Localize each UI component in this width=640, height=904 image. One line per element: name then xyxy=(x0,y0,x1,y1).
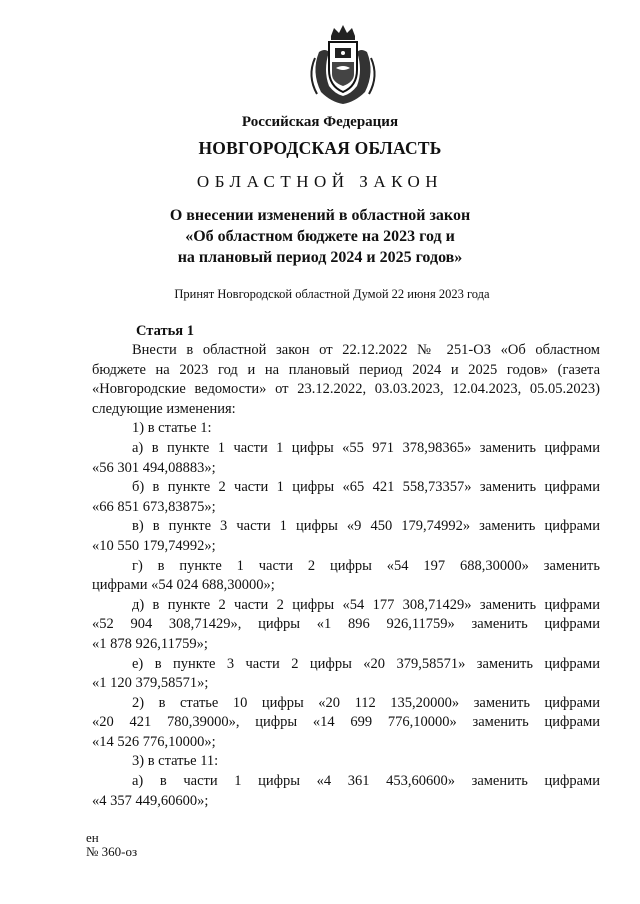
text-line: «Новгородские ведомости» от 23.12.2022, 03.03.2023, 12.04.2023, 05.05.2023) xyxy=(92,381,600,398)
adoption-note: Принят Новгородской областной Думой 22 июня 2023 года xyxy=(174,287,490,301)
text-line: а) в части 1 цифры «4 361 453,60600» заменить цифрами xyxy=(132,773,600,790)
law-title-line: на плановый период 2024 и 2025 годов» xyxy=(177,249,463,266)
text-line: бюджете на 2023 год и на плановый период 2024 и 2025 годов» (газета xyxy=(92,361,600,378)
law-title xyxy=(0,205,640,268)
text-line: а) в пункте 1 части 1 цифры «55 971 378,98365» заменить цифрами xyxy=(132,439,600,456)
text-line: «52 904 308,71429», цифры «1 896 926,11759» заменить цифрами xyxy=(92,616,600,633)
law-body xyxy=(92,321,600,811)
item-1d xyxy=(92,557,600,596)
law-title-line: О внесении изменений в областной закон xyxy=(169,207,471,224)
text-line: в) в пункте 3 части 1 цифры «9 450 179,74992» заменить цифрами xyxy=(132,518,600,535)
item-1b xyxy=(92,478,600,517)
item-3a xyxy=(92,772,600,811)
coat-of-arms-icon xyxy=(301,22,385,106)
item-2 xyxy=(92,694,600,753)
text-line: д) в пункте 2 части 2 цифры «54 177 308,71429» заменить цифрами xyxy=(132,596,600,613)
item-3: 3) в статье 11: xyxy=(132,753,219,770)
item-1: 1) в статье 1: xyxy=(132,420,212,437)
intro-paragraph xyxy=(92,341,600,419)
article-heading: Статья 1 xyxy=(136,323,194,339)
text-line: «1 878 926,11759»; xyxy=(92,635,208,652)
text-line: цифрами «54 024 688,30000»; xyxy=(92,577,275,594)
document-footer xyxy=(86,831,137,859)
footer-number: № 360-оз xyxy=(86,844,138,859)
text-line: «1 120 379,58571»; xyxy=(92,675,209,692)
text-line: б) в пункте 2 части 1 цифры «65 421 558,73357» заменить цифрами xyxy=(132,479,600,496)
text-line: «66 851 673,83875»; xyxy=(92,498,216,515)
region-name: НОВГОРОДСКАЯ ОБЛАСТЬ xyxy=(198,138,442,158)
text-line: е) в пункте 3 части 2 цифры «20 379,58571» заменить цифрами xyxy=(132,655,600,672)
text-line: «56 301 494,08883»; xyxy=(92,459,216,476)
text-line: Внести в областной закон от 22.12.2022 № 251-ОЗ «Об областном xyxy=(132,342,600,358)
text-line: следующие изменения: xyxy=(92,400,236,417)
footer-initials: ен xyxy=(86,830,99,845)
law-type: ОБЛАСТНОЙ ЗАКОН xyxy=(196,172,444,191)
item-1e xyxy=(92,596,600,655)
item-1f xyxy=(92,655,600,694)
text-line: г) в пункте 1 части 2 цифры «54 197 688,30000» заменить xyxy=(132,557,600,574)
text-line: 2) в статье 10 цифры «20 112 135,20000» заменить цифрами xyxy=(132,694,600,711)
text-line: «10 550 179,74992»; xyxy=(92,537,216,554)
text-line: «14 526 776,10000»; xyxy=(92,733,216,750)
text-line: «4 357 449,60600»; xyxy=(92,792,209,809)
country-name: Российская Федерация xyxy=(241,114,399,130)
item-1a xyxy=(92,439,600,478)
item-1c xyxy=(92,517,600,556)
law-title-line: «Об областном бюджете на 2023 год и xyxy=(185,228,455,245)
text-line: «20 421 780,39000», цифры «14 699 776,10000» заменить цифрами xyxy=(92,714,600,731)
